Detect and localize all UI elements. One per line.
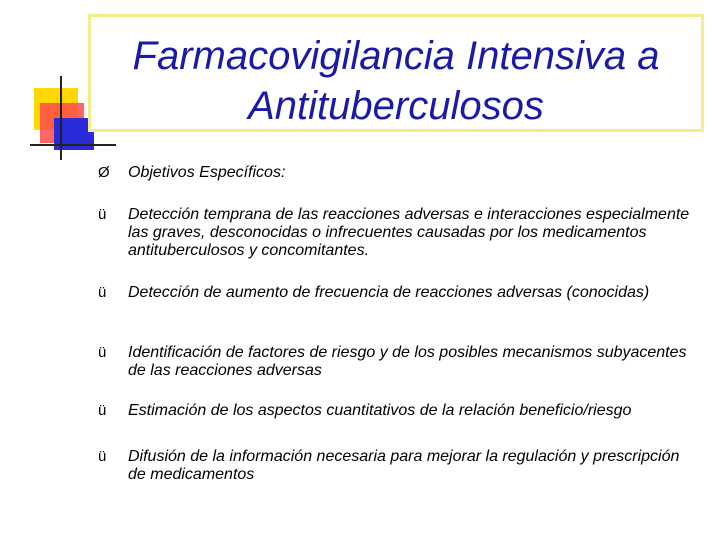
title-line-1: Farmacovigilancia Intensiva a	[132, 34, 660, 78]
checkmark-icon: ü	[98, 344, 107, 361]
slide-title	[91, 31, 701, 131]
checkmark-icon: ü	[98, 206, 107, 223]
objectives-heading-text: Objetivos Específicos:	[128, 164, 286, 181]
decor-vertical-line	[60, 76, 62, 160]
title-line-2: Antituberculosos	[248, 84, 544, 128]
list-item-text: Difusión de la información necesaria para mejorar la regulación y prescripción de medicamentos	[128, 448, 680, 483]
list-item-text: Detección de aumento de frecuencia de reacciones adversas (conocidas)	[128, 284, 650, 301]
decor-horizontal-line	[30, 144, 116, 146]
checkmark-icon: ü	[98, 402, 107, 419]
title-box	[88, 14, 704, 132]
checkmark-icon: ü	[98, 284, 107, 301]
list-item-text: Estimación de los aspectos cuantitativos de la relación beneficio/riesgo	[128, 402, 632, 419]
arrow-bullet-icon: Ø	[98, 164, 110, 181]
list-item-text: Identificación de factores de riesgo y de los posibles mecanismos subyacentes de las reacciones adversas	[128, 344, 687, 379]
list-item-text: Detección temprana de las reacciones adversas e interacciones especialmente las graves, desconocidas o infrecuentes causadas por los medicamentos antituberculosos y concomitantes.	[128, 206, 690, 259]
checkmark-icon: ü	[98, 448, 107, 465]
